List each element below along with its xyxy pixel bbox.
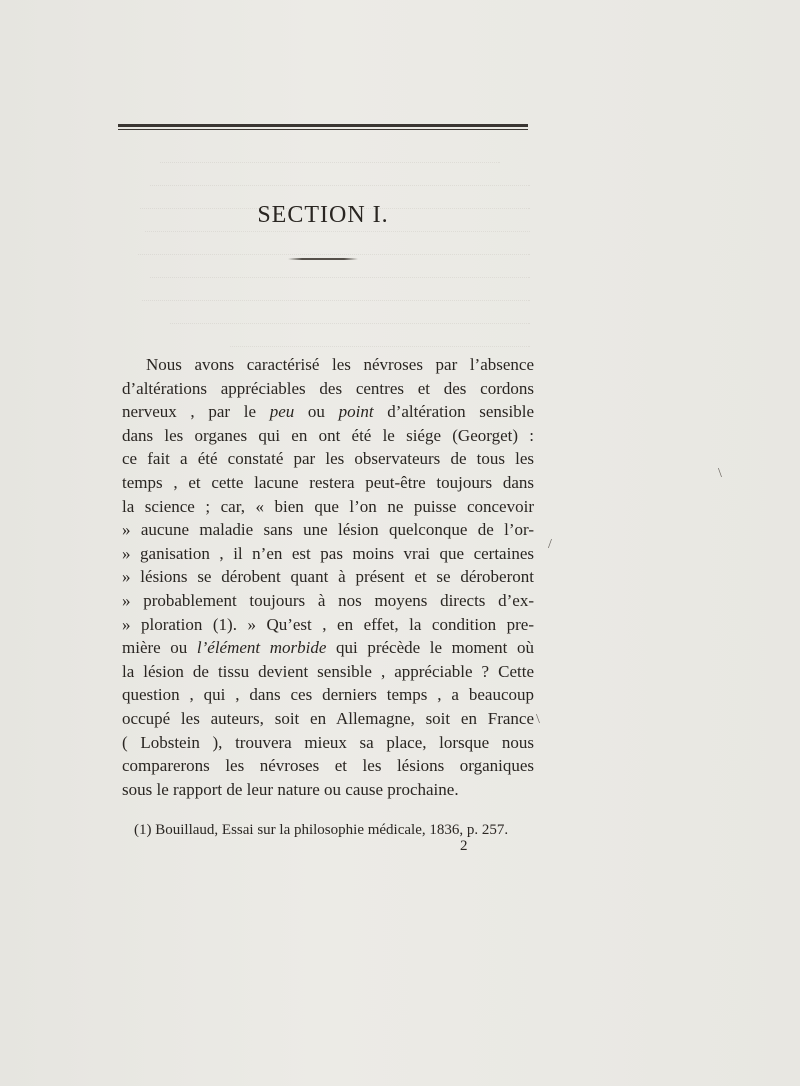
top-rule-thick (118, 124, 528, 127)
top-rule-thin (118, 129, 528, 130)
text-line: d’altérations appréciables des centres et des cordons (122, 378, 534, 398)
bleed-through-texture (130, 140, 530, 347)
body-paragraph (122, 353, 534, 801)
margin-speck: / (548, 537, 552, 552)
text-line: question , qui , dans ces derniers temps , a beaucoup (122, 685, 534, 705)
text-line: Nous avons caractérisé les névroses par l’absence (146, 355, 534, 374)
signature-mark: 2 (460, 838, 468, 854)
decorative-rule (288, 258, 358, 260)
text-line: sous le rapport de leur nature ou cause prochaine. (122, 779, 459, 799)
text-line: ce fait a été constaté par les observateurs de tous les (122, 449, 534, 469)
text-line: nerveux , par le peu ou point d’altération sensible (122, 402, 535, 422)
text-line: » ploration (1). » Qu’est , en effet, la condition pre- (122, 614, 534, 634)
footnote: (1) Bouillaud, Essai sur la philosophie médicale, 1836, p. 257. (134, 822, 509, 838)
margin-speck: \ (718, 466, 722, 481)
text-line: » probablement toujours à nos moyens directs d’ex- (122, 590, 534, 610)
text-line: temps , et cette lacune restera peut-être toujours dans (122, 472, 534, 492)
text-line: occupé les auteurs, soit en Allemagne, soit en France (122, 708, 534, 728)
text-line: ( Lobstein ), trouvera mieux sa place, lorsque nous (122, 732, 534, 752)
text-line: la lésion de tissu devient sensible , appréciable ? Cette (122, 661, 534, 681)
text-line: » aucune maladie sans une lésion quelconque de l’or- (122, 520, 534, 540)
text-line: dans les organes qui en ont été le siége (Georget) : (122, 425, 534, 445)
text-line: la science ; car, « bien que l’on ne puisse concevoir (122, 496, 534, 516)
text-line: » lésions se dérobent quant à présent et se déroberont (122, 567, 534, 587)
text-line: comparerons les névroses et les lésions organiques (122, 756, 534, 776)
section-heading: SECTION I. (257, 202, 389, 229)
margin-speck: \ (536, 712, 540, 727)
text-line: » ganisation , il n’en est pas moins vrai que certaines (122, 543, 534, 563)
text-line: mière ou l’élément morbide qui précède le moment où (122, 638, 534, 658)
